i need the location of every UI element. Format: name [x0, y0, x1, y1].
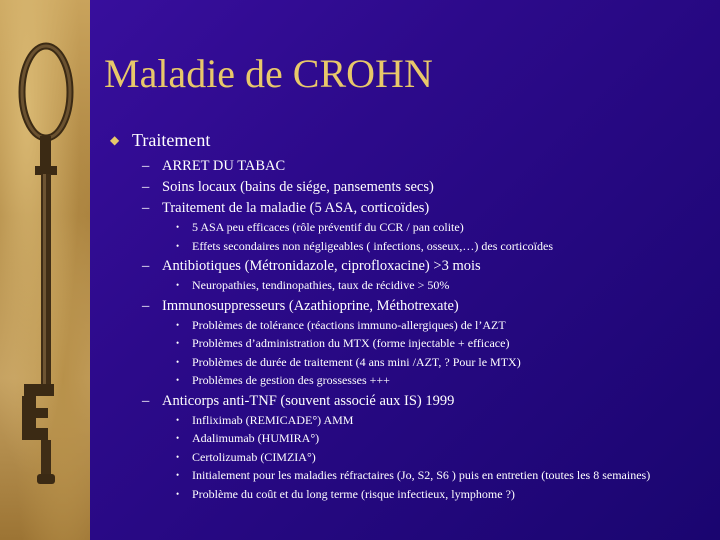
slide-content	[110, 130, 710, 504]
dot-bullet: •	[176, 319, 180, 330]
sub-item	[110, 178, 710, 196]
sub-item-text: Soins locaux (bains de siége, pansements secs)	[162, 179, 434, 195]
dash-bullet: –	[142, 179, 150, 195]
detail-item-text: Initialement pour les maladies réfractaires (Jo, S2, S6 ) puis en entretien (toutes les 8 semaines)	[192, 468, 651, 482]
sub-item-text: Anticorps anti-TNF (souvent associé aux IS) 1999	[162, 392, 455, 409]
detail-item-text: Problèmes d’administration du MTX (forme injectable + efficace)	[192, 336, 510, 350]
dot-bullet: •	[176, 451, 180, 462]
list-item	[110, 157, 710, 175]
list-item	[110, 257, 710, 294]
detail-item-text: 5 ASA peu efficaces (rôle préventif du CCR / pan colite)	[192, 220, 464, 234]
detail-item-text: Problèmes de tolérance (réactions immuno-allergiques) de l’AZT	[192, 317, 506, 332]
sub-item	[110, 157, 710, 175]
dot-bullet: •	[176, 470, 180, 480]
detail-item-text: Problème du coût et du long terme (risque infectieux, lymphome ?)	[192, 486, 515, 501]
detail-item-text: Neuropathies, tendinopathies, taux de récidive > 50%	[192, 278, 450, 292]
detail-item-text: Effets secondaires non négligeables ( infections, osseux,…) des corticoïdes	[192, 238, 554, 253]
detail-item	[110, 373, 710, 389]
list-item	[110, 297, 710, 389]
detail-item	[110, 239, 710, 255]
detail-item	[110, 318, 710, 334]
detail-item	[110, 220, 710, 236]
detail-item	[110, 355, 710, 371]
list-item	[110, 392, 710, 503]
dot-bullet: •	[176, 280, 180, 290]
bullet-traitement	[110, 130, 710, 151]
dot-bullet: •	[176, 414, 180, 425]
dot-bullet: •	[176, 356, 180, 367]
left-decorative-strip	[0, 0, 90, 540]
diamond-bullet-icon: ◆	[110, 133, 120, 147]
dash-bullet: –	[142, 297, 150, 314]
dash-bullet: –	[142, 392, 150, 409]
list-item	[110, 178, 710, 196]
dot-bullet: •	[176, 338, 180, 348]
dash-bullet: –	[142, 258, 150, 274]
dot-bullet: •	[176, 375, 180, 385]
sub-item-text: Antibiotiques (Métronidazole, ciprofloxacine) >3 mois	[162, 258, 481, 274]
detail-item-text: Certolizumab (CIMZIA°)	[192, 449, 316, 464]
sub-item	[110, 297, 710, 315]
detail-item-text: Infliximab (REMICADE°) AMM	[192, 412, 354, 427]
dash-bullet: –	[142, 200, 150, 216]
dash-bullet: –	[142, 158, 150, 174]
slide-title: Maladie de CROHN	[104, 51, 433, 96]
sub-item-text: Immunosuppresseurs (Azathioprine, Méthotrexate)	[162, 297, 459, 314]
detail-item-text: Problèmes de durée de traitement (4 ans mini /AZT, ? Pour le MTX)	[192, 354, 521, 369]
detail-item	[110, 278, 710, 294]
detail-item	[110, 468, 710, 484]
detail-item	[110, 413, 710, 429]
detail-item	[110, 336, 710, 352]
sub-item-text: ARRET DU TABAC	[162, 158, 286, 174]
detail-item-text: Problèmes de gestion des grossesses +++	[192, 373, 390, 387]
dot-bullet: •	[176, 488, 180, 499]
heading-text: Traitement	[132, 130, 211, 150]
detail-item-text: Adalimumab (HUMIRA°)	[192, 431, 320, 445]
list-item	[110, 199, 710, 254]
sub-item	[110, 257, 710, 275]
sub-item	[110, 392, 710, 410]
dot-bullet: •	[176, 433, 180, 443]
detail-item	[110, 450, 710, 466]
dot-bullet: •	[176, 222, 180, 232]
sub-item-text: Traitement de la maladie (5 ASA, corticoïdes)	[162, 200, 430, 216]
detail-item	[110, 431, 710, 447]
old-key-icon	[0, 0, 90, 540]
detail-item	[110, 487, 710, 503]
dot-bullet: •	[176, 240, 180, 251]
sub-item	[110, 199, 710, 217]
